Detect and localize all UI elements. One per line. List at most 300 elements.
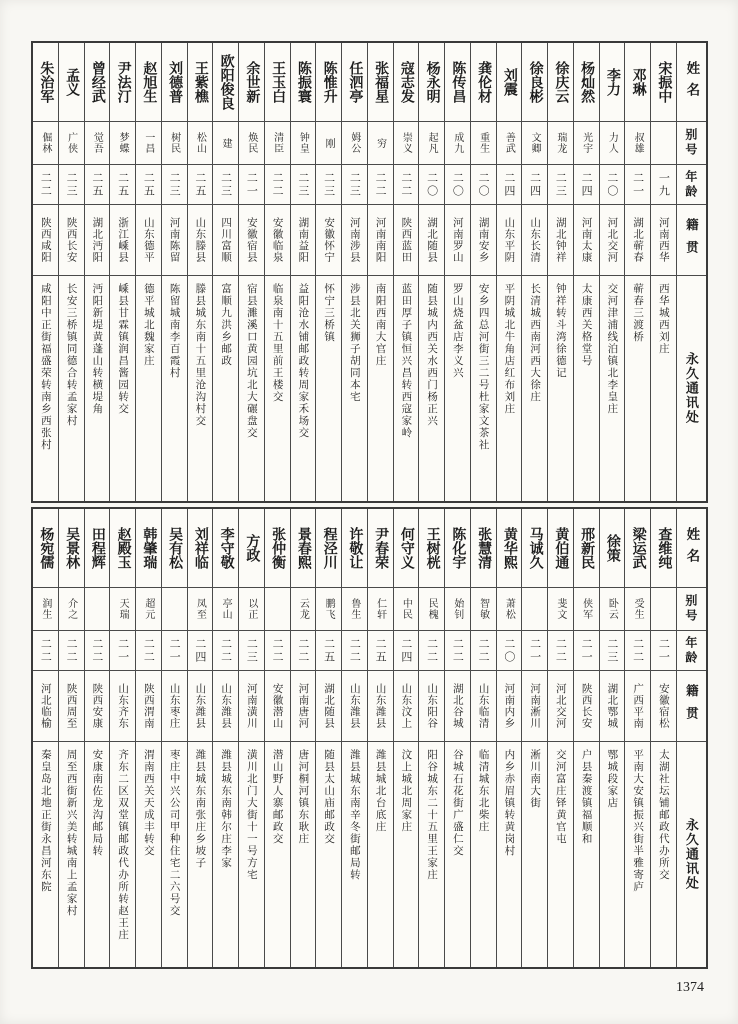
person-alias: 始钊 (445, 588, 470, 631)
person-age: 二三 (600, 631, 625, 671)
person-address: 淅川南大街 (529, 749, 541, 809)
person-age: 二二 (33, 165, 58, 205)
person-column (161, 43, 187, 501)
person-origin: 陕西渭南 (136, 671, 161, 742)
person-age: 二二 (368, 165, 393, 205)
person-address: 益阳沧水铺邮政转周家禾场交 (297, 283, 309, 439)
person-age: 二〇 (471, 165, 496, 205)
person-age: 二〇 (600, 165, 625, 205)
person-column (444, 43, 470, 501)
person-column (367, 509, 393, 967)
person-origin: 山东临清 (471, 671, 496, 742)
person-name: 寇志发 (394, 43, 419, 122)
person-column (58, 43, 84, 501)
person-alias: 瑞龙 (548, 122, 573, 165)
person-origin: 山东枣庄 (162, 671, 187, 742)
person-age: 二四 (394, 631, 419, 671)
person-address: 蕲春三渡桥 (632, 283, 644, 343)
person-origin: 陕西长安 (59, 205, 84, 276)
person-address: 潍县城东南辛冬街邮局转 (348, 749, 360, 881)
person-alias (162, 588, 187, 631)
person-alias: 起凡 (419, 122, 444, 165)
person-address: 安乡四总河街三二号杜家文茶社 (477, 283, 489, 451)
person-column (264, 509, 290, 967)
person-origin: 湖北谷城 (445, 671, 470, 742)
person-address: 平阴城北牛角店红布刘庄 (503, 283, 515, 415)
person-column (444, 509, 470, 967)
person-column (599, 509, 625, 967)
person-alias: 成九 (445, 122, 470, 165)
person-age: 二二 (394, 165, 419, 205)
person-origin: 山东阳谷 (419, 671, 444, 742)
person-age: 二五 (136, 165, 161, 205)
person-name: 邓琳 (625, 43, 650, 122)
person-name: 吴有松 (162, 509, 187, 588)
person-column (109, 43, 135, 501)
person-origin: 山东齐东 (110, 671, 135, 742)
header-alias: 别号 (677, 588, 706, 631)
person-origin: 安徽怀宁 (316, 205, 341, 276)
person-origin: 广西平南 (625, 671, 650, 742)
person-alias: 重生 (471, 122, 496, 165)
person-name: 赵殿玉 (110, 509, 135, 588)
person-age: 二一 (625, 165, 650, 205)
person-column (624, 43, 650, 501)
person-address: 齐东二区双堂镇邮政代办所转赵王庄 (117, 749, 129, 941)
table-header-column (676, 43, 706, 501)
person-column (393, 509, 419, 967)
person-name: 陈化宇 (445, 509, 470, 588)
person-name: 何守义 (394, 509, 419, 588)
person-address: 富顺九洪乡邮政 (220, 283, 232, 367)
person-column (650, 43, 676, 501)
person-origin: 河北交河 (548, 671, 573, 742)
person-age: 二二 (213, 631, 238, 671)
person-column (315, 43, 341, 501)
person-column (573, 43, 599, 501)
person-column (521, 43, 547, 501)
person-column (84, 43, 110, 501)
person-name: 王玉白 (265, 43, 290, 122)
person-address: 潍县城东南张庄乡坡子 (194, 749, 206, 869)
person-column (547, 509, 573, 967)
person-alias: 萧松 (497, 588, 522, 631)
person-column (290, 43, 316, 501)
person-column (238, 509, 264, 967)
person-name: 曾经武 (85, 43, 110, 122)
person-column (418, 509, 444, 967)
person-name: 张福星 (368, 43, 393, 122)
person-address: 安康南佐龙沟邮局转 (91, 749, 103, 857)
person-origin: 河南淅川 (522, 671, 547, 742)
person-origin: 四川富顺 (213, 205, 238, 276)
person-name: 龚伦材 (471, 43, 496, 122)
person-alias (265, 588, 290, 631)
person-origin: 山东潍县 (213, 671, 238, 742)
person-age: 二二 (342, 631, 367, 671)
person-origin: 山东潍县 (368, 671, 393, 742)
person-address: 潜山野人寨邮政交 (271, 749, 283, 845)
person-age: 二三 (342, 165, 367, 205)
person-age: 二一 (110, 631, 135, 671)
person-origin: 山东滕县 (188, 205, 213, 276)
person-origin: 河南罗山 (445, 205, 470, 276)
person-alias: 侠军 (574, 588, 599, 631)
person-address: 临泉南十五里前王楼交 (271, 283, 283, 403)
person-address: 德平城北魏家庄 (142, 283, 154, 367)
person-column (367, 43, 393, 501)
person-origin: 湖北钟祥 (548, 205, 573, 276)
person-address: 滕县城东南十五里沧沟村交 (194, 283, 206, 427)
person-address: 户县秦渡镇福顺和 (580, 749, 592, 845)
person-name: 李力 (600, 43, 625, 122)
person-alias: 天瑞 (110, 588, 135, 631)
person-address: 鄂城段家店 (606, 749, 618, 809)
person-column (212, 509, 238, 967)
person-age: 二三 (239, 631, 264, 671)
person-origin: 山东潍县 (188, 671, 213, 742)
person-alias: 鹏飞 (316, 588, 341, 631)
person-age: 二三 (548, 165, 573, 205)
person-origin: 山东平阴 (497, 205, 522, 276)
person-name: 杨灿然 (574, 43, 599, 122)
person-address: 唐河桐河镇东耿庄 (297, 749, 309, 845)
person-address: 阳谷城东二十五里王家庄 (426, 749, 438, 881)
person-name: 韩肇瑞 (136, 509, 161, 588)
person-column (187, 509, 213, 967)
person-name: 徐庆云 (548, 43, 573, 122)
person-age: 二〇 (497, 631, 522, 671)
person-address: 长安三桥镇同德合转孟家村 (65, 283, 77, 427)
person-origin: 河北交河 (600, 205, 625, 276)
person-address: 罗山烧盆店李义兴 (451, 283, 463, 379)
person-address: 交河富庄铎黄官屯 (554, 749, 566, 845)
person-alias: 亭山 (213, 588, 238, 631)
person-column (624, 509, 650, 967)
person-column (33, 43, 58, 501)
person-name: 孟义 (59, 43, 84, 122)
person-alias: 焕民 (239, 122, 264, 165)
person-column (109, 509, 135, 967)
person-column (521, 509, 547, 967)
person-alias: 善武 (497, 122, 522, 165)
header-origin: 籍贯 (677, 671, 706, 742)
person-address: 秦皇岛北地正街永昌河东院 (39, 749, 51, 893)
header-address: 永久通讯处 (683, 352, 699, 425)
directory-sheet (31, 41, 708, 973)
person-age: 二三 (213, 165, 238, 205)
person-alias: 超元 (136, 588, 161, 631)
person-alias (522, 588, 547, 631)
person-address: 西华城西刘庄 (657, 283, 669, 355)
person-address: 蓝田厚子镇恒兴昌转西寇家岭 (400, 283, 412, 439)
person-column (315, 509, 341, 967)
person-age: 二五 (188, 165, 213, 205)
person-alias: 钟皇 (291, 122, 316, 165)
person-age: 二五 (85, 165, 110, 205)
person-age: 二五 (368, 631, 393, 671)
person-name: 刘祥临 (188, 509, 213, 588)
person-age: 二二 (445, 631, 470, 671)
person-origin: 山东德平 (136, 205, 161, 276)
person-alias: 以正 (239, 588, 264, 631)
person-name: 杨永明 (419, 43, 444, 122)
person-address: 沔阳新堤黄蓬山转横堤角 (91, 283, 103, 415)
person-origin: 安徽宿松 (651, 671, 676, 742)
person-age: 二一 (162, 631, 187, 671)
person-column (599, 43, 625, 501)
person-name: 黄伯通 (548, 509, 573, 588)
person-alias: 介之 (59, 588, 84, 631)
person-column (33, 509, 58, 967)
header-address: 永久通讯处 (683, 818, 699, 891)
person-address: 谷城石花街广盛仁交 (451, 749, 463, 857)
person-address: 临清城东北柴庄 (477, 749, 489, 833)
person-alias: 觉吾 (85, 122, 110, 165)
person-column (418, 43, 444, 501)
person-address: 长清城西南河西大徐庄 (529, 283, 541, 403)
person-address: 平南大安镇振兴街半雅寄庐 (632, 749, 644, 893)
person-age: 二四 (574, 165, 599, 205)
person-origin: 河南陈留 (162, 205, 187, 276)
person-origin: 山东长清 (522, 205, 547, 276)
person-address: 枣庄中兴公司甲种住宅二六号交 (168, 749, 180, 917)
table-header-column (676, 509, 706, 967)
person-name: 梁运武 (625, 509, 650, 588)
person-age: 二二 (265, 165, 290, 205)
person-column (84, 509, 110, 967)
person-alias (651, 588, 676, 631)
person-origin: 河南涉县 (342, 205, 367, 276)
person-name: 徐良彬 (522, 43, 547, 122)
header-age: 年龄 (677, 165, 706, 205)
person-address: 交河津浦线泊镇北李皇庄 (606, 283, 618, 415)
person-age: 二二 (291, 631, 316, 671)
person-name: 尹法汀 (110, 43, 135, 122)
person-address: 周至西街新兴美转城南上孟家村 (65, 749, 77, 917)
person-origin: 陕西安康 (85, 671, 110, 742)
person-address: 嵊县甘霖镇润昌酱园转交 (117, 283, 129, 415)
person-alias: 民槐 (419, 588, 444, 631)
person-age: 二三 (291, 165, 316, 205)
person-name: 尹春荣 (368, 509, 393, 588)
person-alias: 中民 (394, 588, 419, 631)
person-address: 随县城内西关水西门杨正兴 (426, 283, 438, 427)
person-age: 一九 (651, 165, 676, 205)
person-origin: 湖北蕲春 (625, 205, 650, 276)
person-alias: 卧云 (600, 588, 625, 631)
person-age: 二二 (265, 631, 290, 671)
person-alias: 智敏 (471, 588, 496, 631)
person-address: 内乡赤眉镇转黄岗村 (503, 749, 515, 857)
person-origin: 河南唐河 (291, 671, 316, 742)
person-age: 二一 (522, 631, 547, 671)
person-age: 二一 (239, 165, 264, 205)
person-address: 怀宁三桥镇 (323, 283, 335, 343)
person-column (264, 43, 290, 501)
person-name: 宋振中 (651, 43, 676, 122)
person-age: 二四 (522, 165, 547, 205)
person-origin: 湖北沔阳 (85, 205, 110, 276)
person-address: 咸阳中正街福盛荣转南乡西张村 (39, 283, 51, 451)
person-origin: 河南太康 (574, 205, 599, 276)
person-origin: 山东潍县 (342, 671, 367, 742)
person-alias: 仁轩 (368, 588, 393, 631)
person-name: 朱治军 (33, 43, 58, 122)
person-origin: 湖北随县 (419, 205, 444, 276)
person-alias: 松山 (188, 122, 213, 165)
person-alias: 广侠 (59, 122, 84, 165)
person-name: 张慧清 (471, 509, 496, 588)
person-column (187, 43, 213, 501)
header-age: 年龄 (677, 631, 706, 671)
person-origin: 陕西周至 (59, 671, 84, 742)
person-alias: 穷 (368, 122, 393, 165)
person-age: 二五 (316, 631, 341, 671)
person-name: 王树桄 (419, 509, 444, 588)
person-address: 汶上城北周家庄 (400, 749, 412, 833)
person-name: 张仲衡 (265, 509, 290, 588)
person-column (496, 509, 522, 967)
person-name: 查维纯 (651, 509, 676, 588)
person-address: 涉县北关狮子胡同本宅 (348, 283, 360, 403)
person-age: 二二 (33, 631, 58, 671)
person-age: 二〇 (445, 165, 470, 205)
person-name: 徐策 (600, 509, 625, 588)
person-name: 余世新 (239, 43, 264, 122)
header-name: 姓名 (677, 43, 706, 122)
person-origin: 安徽宿县 (239, 205, 264, 276)
person-age: 二二 (471, 631, 496, 671)
person-name: 方政 (239, 509, 264, 588)
person-alias: 树民 (162, 122, 187, 165)
person-address: 南阳西南大官庄 (374, 283, 386, 367)
person-origin: 湖南安乡 (471, 205, 496, 276)
person-age: 二二 (136, 631, 161, 671)
person-age: 二二 (548, 631, 573, 671)
page-number: 1374 (676, 980, 704, 995)
person-age: 二二 (419, 631, 444, 671)
person-alias: 叔雄 (625, 122, 650, 165)
person-name: 吴景林 (59, 509, 84, 588)
person-origin: 浙江嵊县 (110, 205, 135, 276)
person-name: 马诚久 (522, 509, 547, 588)
person-address: 潢川北门大街十一号方宅 (245, 749, 257, 881)
person-origin: 河北临榆 (33, 671, 58, 742)
person-address: 潍县城北台底庄 (374, 749, 386, 833)
person-column (573, 509, 599, 967)
person-alias: 姆公 (342, 122, 367, 165)
person-origin: 陕西咸阳 (33, 205, 58, 276)
person-column (547, 43, 573, 501)
person-name: 黄华熙 (497, 509, 522, 588)
person-name: 刘震 (497, 43, 522, 122)
person-column (470, 43, 496, 501)
person-address: 陈留城南李百霞村 (168, 283, 180, 379)
person-address: 渭南西关天成丰转交 (142, 749, 154, 857)
person-origin: 湖北随县 (316, 671, 341, 742)
directory-table-bottom (31, 507, 708, 969)
person-alias: 斐文 (548, 588, 573, 631)
person-name: 赵旭生 (136, 43, 161, 122)
person-column (393, 43, 419, 501)
person-name: 许敬让 (342, 509, 367, 588)
person-age: 二五 (110, 165, 135, 205)
person-name: 陈传昌 (445, 43, 470, 122)
person-column (161, 509, 187, 967)
header-name: 姓名 (677, 509, 706, 588)
person-age: 二一 (574, 631, 599, 671)
person-column (650, 509, 676, 967)
person-origin: 河南内乡 (497, 671, 522, 742)
person-alias: 鲁生 (342, 588, 367, 631)
person-name: 程泾川 (316, 509, 341, 588)
person-column (58, 509, 84, 967)
person-origin: 安徽临泉 (265, 205, 290, 276)
person-origin: 河南西华 (651, 205, 676, 276)
person-age: 二二 (85, 631, 110, 671)
person-name: 任泗亭 (342, 43, 367, 122)
person-name: 王紫樵 (188, 43, 213, 122)
person-name: 刘德普 (162, 43, 187, 122)
person-address: 太湖社坛铺邮政代办所交 (657, 749, 669, 881)
person-alias: 云龙 (291, 588, 316, 631)
person-column (341, 509, 367, 967)
person-age: 二三 (162, 165, 187, 205)
person-origin: 陕西蓝田 (394, 205, 419, 276)
person-age: 二二 (625, 631, 650, 671)
person-name: 杨宛儒 (33, 509, 58, 588)
person-alias: 刚 (316, 122, 341, 165)
person-alias: 倔林 (33, 122, 58, 165)
person-alias: 崇义 (394, 122, 419, 165)
person-name: 景春熙 (291, 509, 316, 588)
person-origin: 湖南益阳 (291, 205, 316, 276)
person-origin: 河南南阳 (368, 205, 393, 276)
person-column (290, 509, 316, 967)
person-alias: 光宇 (574, 122, 599, 165)
person-alias: 润生 (33, 588, 58, 631)
person-alias: 梦蝶 (110, 122, 135, 165)
person-alias: 力人 (600, 122, 625, 165)
header-origin: 籍贯 (677, 205, 706, 276)
person-column (341, 43, 367, 501)
person-column (496, 43, 522, 501)
person-name: 陈惟升 (316, 43, 341, 122)
person-age: 二三 (59, 165, 84, 205)
person-name: 邢新民 (574, 509, 599, 588)
person-age: 二三 (316, 165, 341, 205)
person-age: 二一 (651, 631, 676, 671)
person-origin: 山东汶上 (394, 671, 419, 742)
person-alias: 清臣 (265, 122, 290, 165)
person-alias: 一昌 (136, 122, 161, 165)
person-name: 欧阳俊良 (213, 43, 238, 122)
person-column (470, 509, 496, 967)
person-alias: 建 (213, 122, 238, 165)
person-address: 潍县城东南韩尔庄李家 (220, 749, 232, 869)
person-age: 二〇 (419, 165, 444, 205)
person-age: 二二 (59, 631, 84, 671)
person-column (135, 43, 161, 501)
person-age: 二四 (188, 631, 213, 671)
header-alias: 别号 (677, 122, 706, 165)
person-alias: 文卿 (522, 122, 547, 165)
person-origin: 湖北鄂城 (600, 671, 625, 742)
person-origin: 陕西长安 (574, 671, 599, 742)
person-name: 田程辉 (85, 509, 110, 588)
person-address: 随县太山庙邮政交 (323, 749, 335, 845)
